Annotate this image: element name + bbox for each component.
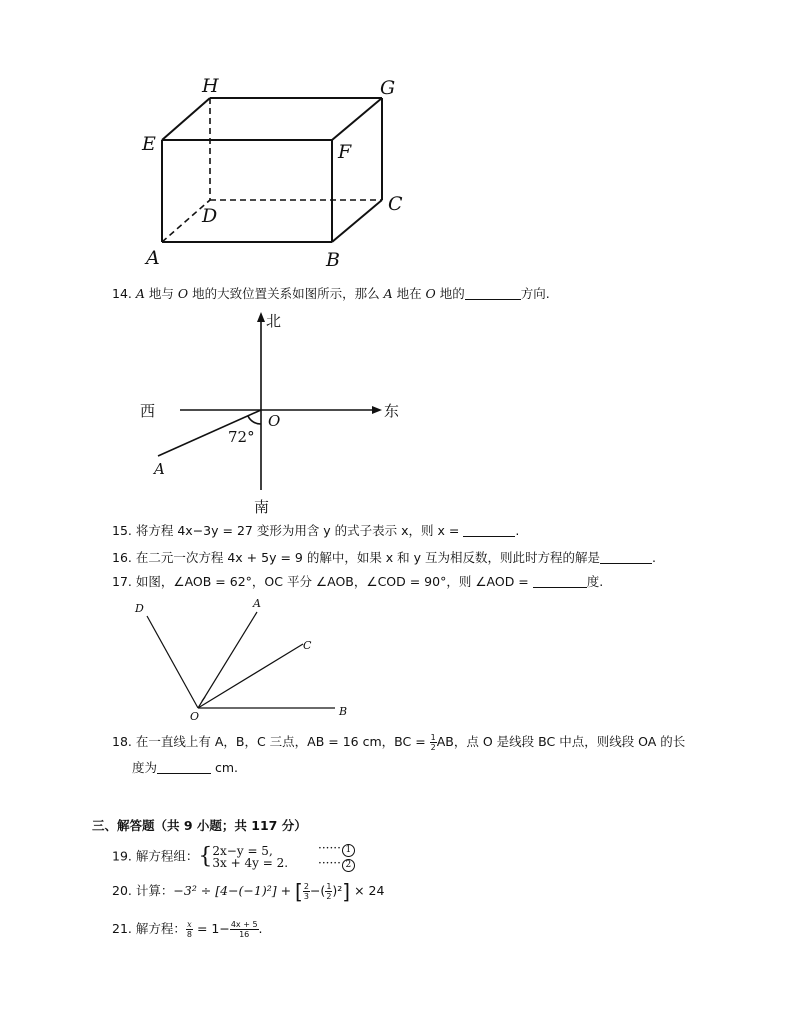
question-18-line2: 度为 cm. bbox=[132, 760, 239, 775]
question-19: 19. 解方程组：{2x−y = 5, 3x + 4y = 2. ······ 1 ······ 2 bbox=[112, 842, 355, 872]
arrow-north bbox=[257, 312, 265, 322]
label-origin: O bbox=[268, 412, 281, 430]
ray-OA bbox=[198, 612, 257, 708]
section-title: 三、解答题（共 9 小题；共 117 分） bbox=[92, 818, 307, 833]
question-18: 18. 在一直线上有 A，B，C 三点，AB = 16 cm，BC = $\frac{1}{2}$ AB，点 O 是线段 BC 中点，则线段 OA 的长 bbox=[112, 733, 686, 752]
label-H: H bbox=[202, 75, 219, 97]
label-D: D bbox=[135, 602, 144, 615]
edge-FG bbox=[332, 98, 382, 140]
edge-EH bbox=[162, 98, 210, 140]
fraction: $\frac{4x + 5}{16}$ bbox=[230, 920, 258, 939]
question-16: 16. 在二元一次方程 4x + 5y = 9 的解中，如果 x 和 y 互为相反数，则此时方程的解是 . bbox=[112, 550, 656, 565]
label-E: E bbox=[142, 133, 156, 155]
label-D: D bbox=[202, 205, 218, 227]
label-A: A bbox=[146, 247, 160, 269]
fraction: $\frac{1}{2}$ bbox=[326, 882, 332, 901]
angle-arc bbox=[248, 416, 261, 424]
label-north: 北 bbox=[266, 312, 282, 330]
ray-OC bbox=[198, 644, 303, 708]
label-east: 东 bbox=[384, 402, 400, 420]
question-15: 15. 将方程 4x−3y = 27 变形为用含 y 的式子表示 x，则 x = . bbox=[112, 523, 520, 538]
label-A: A bbox=[253, 597, 261, 610]
edge-BC bbox=[332, 200, 382, 242]
fraction: $\frac{x}{8}$ bbox=[186, 920, 192, 939]
ray-OD bbox=[147, 616, 198, 708]
label-west: 西 bbox=[140, 402, 156, 420]
label-F: F bbox=[338, 141, 352, 163]
answer-blank[interactable] bbox=[463, 524, 515, 537]
label-B: B bbox=[326, 249, 340, 271]
label-C: C bbox=[388, 193, 403, 215]
figure-cuboid bbox=[140, 70, 410, 275]
arrow-east bbox=[372, 406, 382, 414]
figure-angles bbox=[125, 594, 365, 726]
label-point-A: A bbox=[154, 460, 165, 478]
right-angle-mark bbox=[202, 697, 205, 701]
question-17: 17. 如图，∠AOB = 62°，OC 平分 ∠AOB，∠COD = 90°，则 ∠AOD = 度. bbox=[112, 574, 604, 589]
fraction: $\frac{1}{2}$ bbox=[430, 733, 436, 752]
equation-system: 2x−y = 5, 3x + 4y = 2. bbox=[212, 844, 289, 870]
label-angle: 72° bbox=[228, 428, 255, 446]
answer-blank[interactable] bbox=[465, 287, 521, 300]
brace: { bbox=[198, 844, 213, 869]
label-O: O bbox=[190, 710, 200, 723]
answer-blank[interactable] bbox=[533, 575, 587, 588]
fraction: $\frac{2}{3}$ bbox=[303, 882, 309, 901]
figure-compass bbox=[130, 308, 420, 518]
label-G: G bbox=[380, 77, 396, 99]
label-south: 南 bbox=[254, 498, 270, 516]
answer-blank[interactable] bbox=[157, 761, 211, 774]
label-C: C bbox=[303, 639, 312, 652]
question-20: 20. 计算：−3² ÷ [4−(−1)²] + [ $\frac{2}{3}$ −( $\frac{1}{2}$ )²] × 24 bbox=[112, 879, 385, 904]
equation-markers: ······ 1 ······ 2 bbox=[318, 842, 355, 872]
question-21: 21. 解方程： $\frac{x}{8}$ = 1− $\frac{4x + 5}{16}$ . bbox=[112, 920, 263, 939]
question-14: 14. A 地与 O 地的大致位置关系如图所示，那么 A 地在 O 地的 方向. bbox=[112, 286, 550, 301]
answer-blank[interactable] bbox=[600, 551, 652, 564]
label-B: B bbox=[339, 705, 348, 718]
